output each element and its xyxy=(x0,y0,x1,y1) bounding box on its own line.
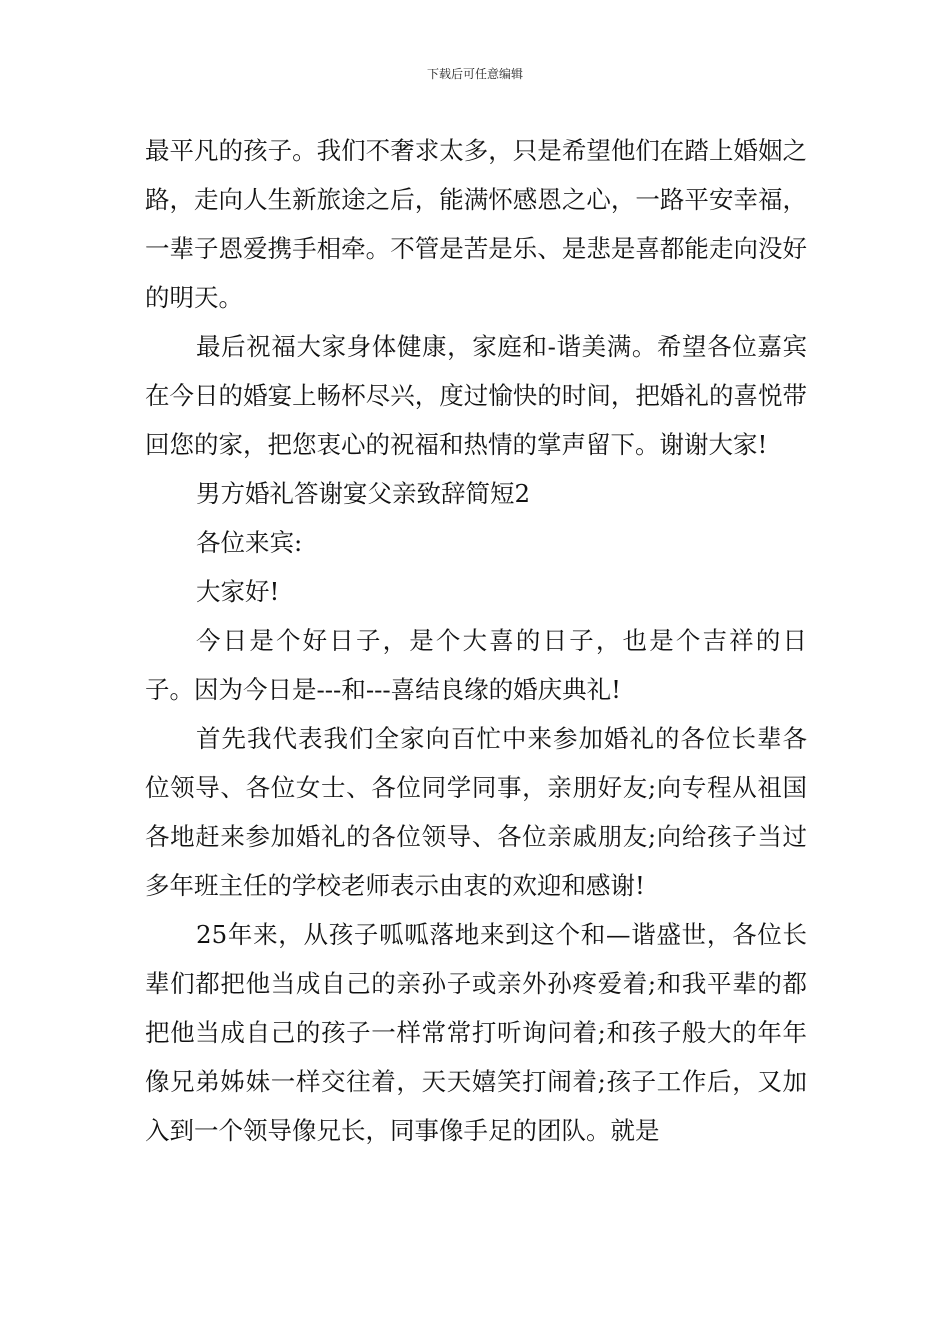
salutation: 各位来宾: xyxy=(196,528,303,557)
paragraph-1: 最平凡的孩子。我们不奢求太多，只是希望他们在踏上婚姻之路，走向人生新旅途之后，能满怀感恩之心，一路平安幸福，一辈子恩爱携手相牵。不管是苦是乐、是悲是喜都能走向没好的明天。 xyxy=(145,136,807,312)
paragraph-5: 25年来，从孩子呱呱落地来到这个和—谐盛世，各位长辈们都把他当成自己的亲孙子或亲外孙疼爱着;和我平辈的都把他当成自己的孩子一样常常打听询问着;和孩子般大的年年像兄弟姊妹一样交往着，天天嬉笑打闹着;孩子工作后，又加入到一个领导像兄长，同事像手足的团队。就是 xyxy=(145,920,807,1145)
paragraph-2: 最后祝福大家身体健康，家庭和-谐美满。希望各位嘉宾在今日的婚宴上畅杯尽兴，度过愉快的时间，把婚礼的喜悦带回您的家，把您衷心的祝福和热情的掌声留下。谢谢大家! xyxy=(145,332,807,459)
page-header: 下载后可任意编辑 xyxy=(426,67,523,81)
paragraph-3: 今日是个好日子，是个大喜的日子，也是个吉祥的日子。因为今日是---和---喜结良缘的婚庆典礼! xyxy=(145,626,807,704)
section-title: 男方婚礼答谢宴父亲致辞简短2 xyxy=(196,479,531,508)
greeting: 大家好! xyxy=(196,577,280,606)
document-body xyxy=(145,126,807,1155)
paragraph-4: 首先我代表我们全家向百忙中来参加婚礼的各位长辈各位领导、各位女士、各位同学同事，亲朋好友;向专程从祖国各地赶来参加婚礼的各位领导、各位亲戚朋友;向给孩子当过多年班主任的学校老师表示由衷的欢迎和感谢! xyxy=(145,724,807,900)
